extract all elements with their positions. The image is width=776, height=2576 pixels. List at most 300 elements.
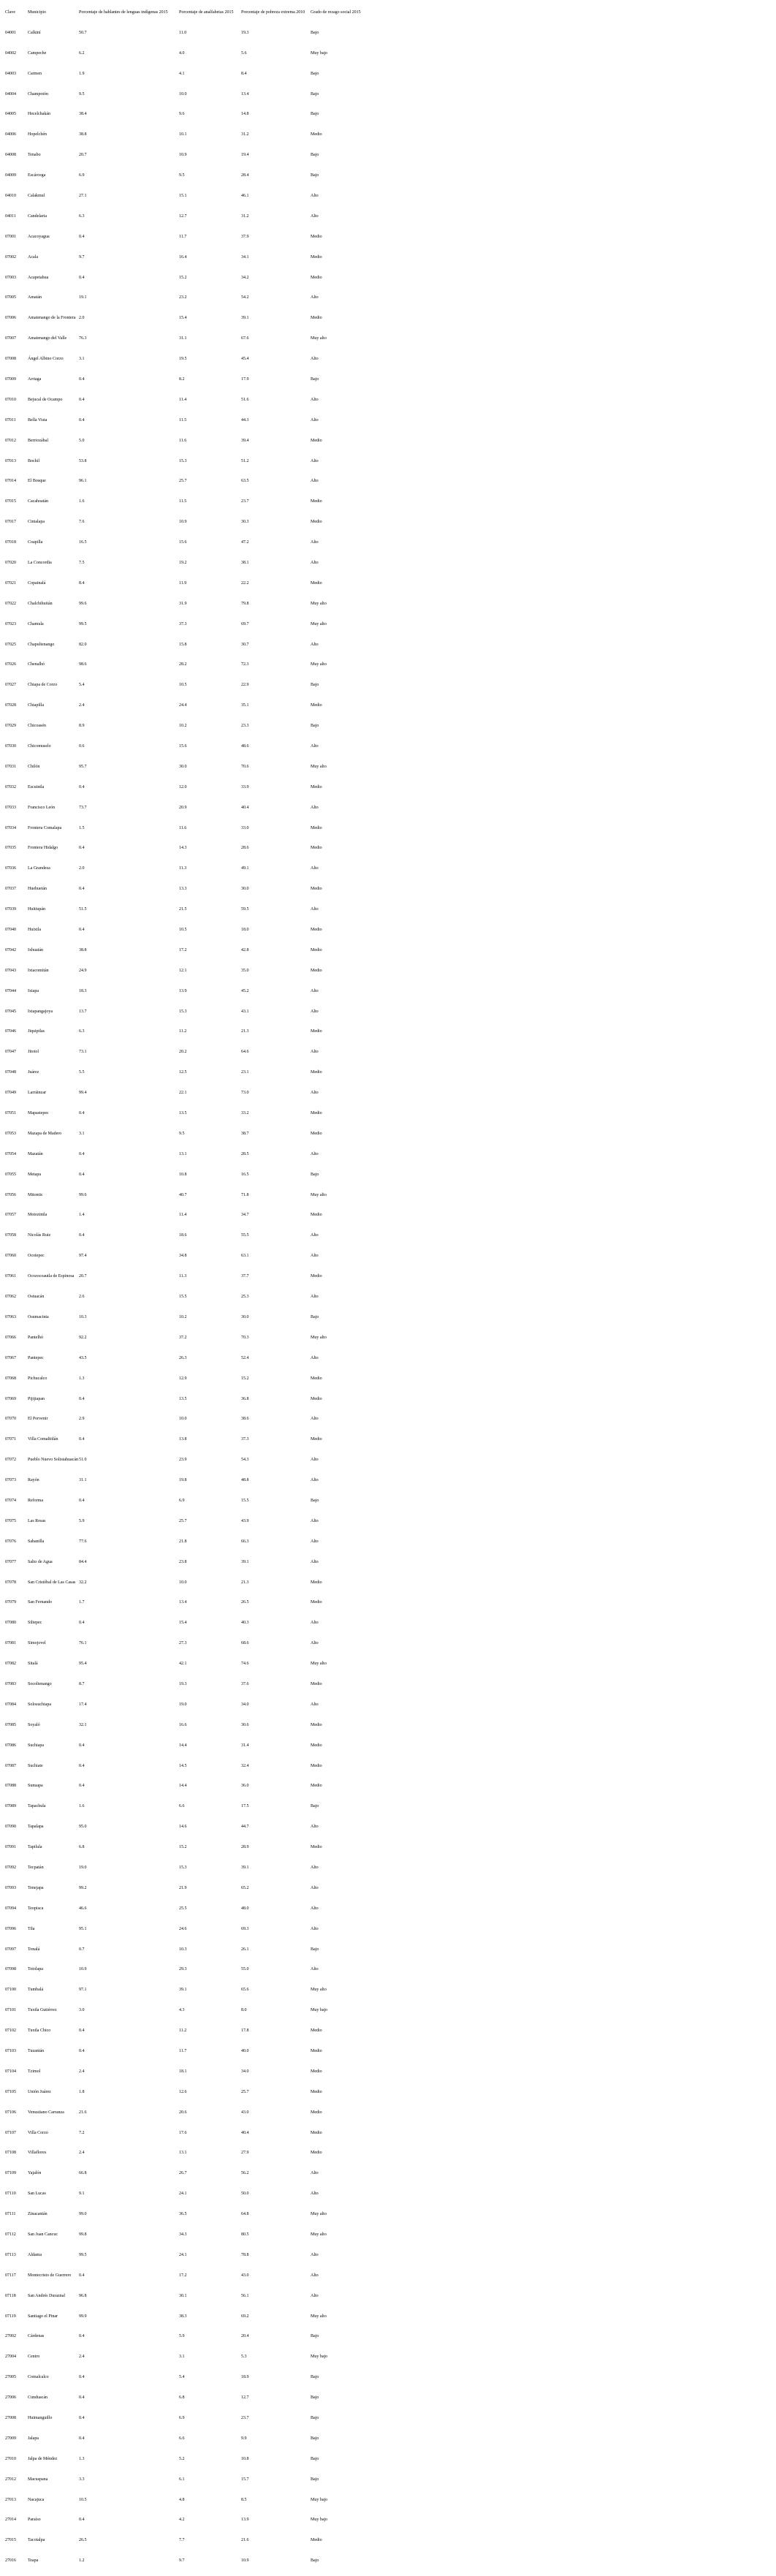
cell-grado-rezago-social-2015: Alto — [311, 1050, 319, 1055]
cell-municipio: Calakmul — [28, 193, 45, 198]
cell-hablantes-lengua-indigena-2015: 82.0 — [79, 642, 87, 647]
cell-clave: 07117 — [5, 2273, 16, 2278]
cell-grado-rezago-social-2015: Medio — [311, 1029, 322, 1034]
cell-analfabetas-2015: 10.9 — [179, 153, 187, 158]
table-row — [5, 736, 776, 757]
cell-clave: 07086 — [5, 1743, 16, 1748]
cell-hablantes-lengua-indigena-2015: 7.6 — [79, 520, 85, 525]
cell-analfabetas-2015: 14.5 — [179, 1763, 187, 1768]
cell-hablantes-lengua-indigena-2015: 51.0 — [79, 1458, 87, 1463]
cell-grado-rezago-social-2015: Alto — [311, 1009, 319, 1014]
cell-municipio: San Juan Cancuc — [28, 2232, 58, 2238]
cell-pobreza-extrema-2010: 38.7 — [241, 1131, 249, 1136]
table-row — [5, 1898, 776, 1919]
cell-hablantes-lengua-indigena-2015: 2.6 — [79, 1295, 85, 1300]
cell-municipio: Pueblo Nuevo Solistahuacán — [28, 1458, 78, 1463]
cell-grado-rezago-social-2015: Muy alto — [311, 1335, 327, 1340]
table-row — [5, 165, 776, 186]
cell-clave: 07049 — [5, 1091, 16, 1096]
cell-grado-rezago-social-2015: Medio — [311, 1213, 322, 1218]
cell-grado-rezago-social-2015: Medio — [311, 1722, 322, 1727]
cell-grado-rezago-social-2015: Alto — [311, 1621, 319, 1626]
cell-municipio: Ángel Albino Corzo — [28, 357, 64, 362]
cell-clave: 27006 — [5, 2395, 16, 2401]
cell-hablantes-lengua-indigena-2015: 97.4 — [79, 1254, 87, 1259]
cell-clave: 04003 — [5, 71, 16, 76]
cell-grado-rezago-social-2015: Medio — [311, 1784, 322, 1789]
cell-pobreza-extrema-2010: 18.9 — [241, 2375, 249, 2380]
cell-grado-rezago-social-2015: Medio — [311, 1376, 322, 1381]
cell-hablantes-lengua-indigena-2015: 0.4 — [79, 2395, 85, 2401]
cell-pobreza-extrema-2010: 34.7 — [241, 1213, 249, 1218]
table-row — [5, 655, 776, 675]
cell-analfabetas-2015: 13.1 — [179, 2151, 187, 2156]
cell-hablantes-lengua-indigena-2015: 99.5 — [79, 2252, 87, 2257]
cell-pobreza-extrema-2010: 23.1 — [241, 1070, 249, 1075]
cell-pobreza-extrema-2010: 17.8 — [241, 2028, 249, 2034]
cell-clave: 07108 — [5, 2151, 16, 2156]
cell-pobreza-extrema-2010: 39.4 — [241, 438, 249, 443]
cell-clave: 07037 — [5, 887, 16, 892]
cell-hablantes-lengua-indigena-2015: 3.1 — [79, 357, 85, 362]
cell-hablantes-lengua-indigena-2015: 76.3 — [79, 336, 87, 341]
cell-hablantes-lengua-indigena-2015: 99.9 — [79, 2314, 87, 2319]
cell-pobreza-extrema-2010: 70.3 — [241, 1335, 249, 1340]
cell-hablantes-lengua-indigena-2015: 5.9 — [79, 1518, 85, 1523]
cell-grado-rezago-social-2015: Alto — [311, 1926, 319, 1931]
cell-analfabetas-2015: 14.3 — [179, 846, 187, 851]
cell-hablantes-lengua-indigena-2015: 51.5 — [79, 907, 87, 912]
cell-clave: 27013 — [5, 2497, 16, 2502]
cell-clave: 07098 — [5, 1967, 16, 1972]
cell-hablantes-lengua-indigena-2015: 19.1 — [79, 295, 87, 300]
cell-analfabetas-2015: 15.6 — [179, 744, 187, 749]
cell-clave: 07104 — [5, 2069, 16, 2074]
cell-municipio: Yajalón — [28, 2171, 42, 2176]
cell-grado-rezago-social-2015: Muy alto — [311, 2232, 327, 2238]
cell-hablantes-lengua-indigena-2015: 2.4 — [79, 703, 85, 708]
cell-clave: 07032 — [5, 784, 16, 789]
cell-pobreza-extrema-2010: 45.2 — [241, 988, 249, 993]
cell-pobreza-extrema-2010: 40.3 — [241, 1621, 249, 1626]
cell-pobreza-extrema-2010: 39.1 — [241, 316, 249, 321]
cell-analfabetas-2015: 20.9 — [179, 805, 187, 810]
table-row — [5, 1164, 776, 1185]
cell-pobreza-extrema-2010: 33.9 — [241, 784, 249, 789]
cell-grado-rezago-social-2015: Alto — [311, 1559, 319, 1564]
table-row — [5, 1205, 776, 1226]
table-row — [5, 553, 776, 573]
cell-grado-rezago-social-2015: Bajo — [311, 724, 319, 729]
cell-municipio: Chicomuselo — [28, 744, 51, 749]
cell-pobreza-extrema-2010: 10.9 — [241, 2558, 249, 2564]
cell-municipio: Siltepec — [28, 1621, 42, 1626]
cell-grado-rezago-social-2015: Alto — [311, 866, 319, 871]
table-row — [5, 451, 776, 471]
cell-clave: 07031 — [5, 764, 16, 769]
cell-clave: 27014 — [5, 2518, 16, 2523]
table-row — [5, 369, 776, 390]
cell-grado-rezago-social-2015: Medio — [311, 499, 322, 504]
cell-pobreza-extrema-2010: 40.0 — [241, 2049, 249, 2053]
table-row — [5, 64, 776, 84]
cell-municipio: Acacoyagua — [28, 234, 50, 239]
cell-hablantes-lengua-indigena-2015: 66.8 — [79, 2171, 87, 2176]
cell-municipio: Sabanilla — [28, 1539, 45, 1544]
table-row — [5, 512, 776, 532]
table-row — [5, 23, 776, 43]
cell-pobreza-extrema-2010: 34.0 — [241, 2069, 249, 2074]
cell-analfabetas-2015: 27.3 — [179, 1641, 187, 1646]
table-row — [5, 1144, 776, 1164]
table-row — [5, 186, 776, 206]
cell-pobreza-extrema-2010: 43.1 — [241, 1009, 249, 1014]
cell-hablantes-lengua-indigena-2015: 20.7 — [79, 153, 87, 158]
cell-hablantes-lengua-indigena-2015: 96.1 — [79, 479, 87, 484]
cell-clave: 07111 — [5, 2212, 16, 2217]
cell-pobreza-extrema-2010: 31.2 — [241, 213, 249, 219]
cell-municipio: Acapetahua — [28, 275, 49, 280]
table-row — [5, 206, 776, 227]
cell-grado-rezago-social-2015: Bajo — [311, 2416, 319, 2421]
cell-pobreza-extrema-2010: 10.8 — [241, 2456, 249, 2461]
cell-analfabetas-2015: 20.6 — [179, 2110, 187, 2115]
cell-municipio: Pijijiapan — [28, 1396, 45, 1401]
cell-pobreza-extrema-2010: 49.1 — [241, 866, 249, 871]
cell-hablantes-lengua-indigena-2015: 18.3 — [79, 988, 87, 993]
table-row — [5, 1511, 776, 1531]
cell-analfabetas-2015: 25.7 — [179, 1518, 187, 1523]
cell-hablantes-lengua-indigena-2015: 95.0 — [79, 1825, 87, 1830]
cell-municipio: Hecelchakán — [28, 112, 50, 117]
cell-municipio: Comalcalco — [28, 2375, 49, 2380]
table-row — [5, 858, 776, 879]
cell-municipio: Tila — [28, 1926, 35, 1931]
cell-pobreza-extrema-2010: 66.3 — [241, 1539, 249, 1544]
cell-municipio: Coapilla — [28, 540, 43, 545]
cell-clave: 07092 — [5, 1865, 16, 1870]
cell-pobreza-extrema-2010: 5.3 — [241, 2355, 247, 2360]
cell-grado-rezago-social-2015: Medio — [311, 846, 322, 851]
cell-pobreza-extrema-2010: 20.4 — [241, 2334, 249, 2339]
cell-pobreza-extrema-2010: 34.0 — [241, 1702, 249, 1707]
cell-analfabetas-2015: 24.1 — [179, 2192, 187, 2197]
cell-grado-rezago-social-2015: Medio — [311, 1274, 322, 1279]
cell-municipio: Jiquipilas — [28, 1029, 45, 1034]
table-header-row — [5, 2, 776, 23]
table-row — [5, 2183, 776, 2204]
cell-clave: 07073 — [5, 1478, 16, 1483]
cell-municipio: San Fernando — [28, 1600, 53, 1605]
cell-clave: 07087 — [5, 1763, 16, 1768]
cell-pobreza-extrema-2010: 28.9 — [241, 1845, 249, 1850]
cell-clave: 07020 — [5, 560, 16, 565]
cell-analfabetas-2015: 18.6 — [179, 1233, 187, 1238]
table-row — [5, 879, 776, 899]
cell-clave: 07055 — [5, 1172, 16, 1177]
cell-pobreza-extrema-2010: 5.6 — [241, 50, 247, 56]
cell-hablantes-lengua-indigena-2015: 76.1 — [79, 1641, 87, 1646]
cell-pobreza-extrema-2010: 17.9 — [241, 376, 249, 382]
cell-municipio: Totolapa — [28, 1967, 43, 1972]
cell-municipio: Soyaló — [28, 1722, 40, 1727]
cell-grado-rezago-social-2015: Alto — [311, 193, 319, 198]
cell-hablantes-lengua-indigena-2015: 0.4 — [79, 1151, 85, 1156]
cell-municipio: Osumacinta — [28, 1314, 49, 1319]
cell-grado-rezago-social-2015: Medio — [311, 1111, 322, 1116]
cell-municipio: Tecpatán — [28, 1865, 44, 1870]
cell-clave: 04009 — [5, 173, 16, 178]
cell-pobreza-extrema-2010: 55.5 — [241, 1233, 249, 1238]
cell-grado-rezago-social-2015: Bajo — [311, 1947, 319, 1952]
cell-grado-rezago-social-2015: Medio — [311, 1763, 322, 1768]
cell-hablantes-lengua-indigena-2015: 19.0 — [79, 1865, 87, 1870]
cell-clave: 07103 — [5, 2049, 16, 2053]
cell-hablantes-lengua-indigena-2015: 1.4 — [79, 1213, 85, 1218]
cell-analfabetas-2015: 13.9 — [179, 988, 187, 993]
cell-analfabetas-2015: 11.0 — [179, 30, 187, 35]
cell-clave: 27015 — [5, 2538, 16, 2543]
table-row — [5, 1429, 776, 1450]
cell-analfabetas-2015: 22.1 — [179, 1091, 187, 1096]
cell-grado-rezago-social-2015: Bajo — [311, 2395, 319, 2401]
cell-grado-rezago-social-2015: Bajo — [311, 1804, 319, 1809]
cell-grado-rezago-social-2015: Bajo — [311, 683, 319, 688]
table-row — [5, 104, 776, 124]
header-cell-municipio: Municipio — [28, 10, 46, 15]
cell-pobreza-extrema-2010: 19.4 — [241, 153, 249, 158]
table-row — [5, 308, 776, 328]
cell-grado-rezago-social-2015: Muy bajo — [311, 2518, 328, 2523]
table-row — [5, 1368, 776, 1389]
cell-municipio: Carmen — [28, 71, 42, 76]
cell-analfabetas-2015: 15.4 — [179, 1621, 187, 1626]
cell-hablantes-lengua-indigena-2015: 5.5 — [79, 1070, 85, 1075]
cell-grado-rezago-social-2015: Alto — [311, 907, 319, 912]
cell-clave: 07057 — [5, 1213, 16, 1218]
cell-municipio: Chilón — [28, 764, 40, 769]
cell-municipio: Montecristo de Guerrero — [28, 2273, 72, 2278]
cell-grado-rezago-social-2015: Medio — [311, 947, 322, 952]
cell-clave: 07009 — [5, 376, 16, 382]
table-row — [5, 2530, 776, 2550]
cell-hablantes-lengua-indigena-2015: 10.3 — [79, 1314, 87, 1319]
cell-pobreza-extrema-2010: 30.0 — [241, 1314, 249, 1319]
cell-hablantes-lengua-indigena-2015: 6.8 — [79, 1845, 85, 1850]
cell-analfabetas-2015: 15.2 — [179, 1845, 187, 1850]
cell-municipio: Centro — [28, 2355, 40, 2360]
cell-hablantes-lengua-indigena-2015: 53.8 — [79, 458, 87, 463]
table-row — [5, 2224, 776, 2245]
cell-analfabetas-2015: 37.2 — [179, 1335, 187, 1340]
cell-pobreza-extrema-2010: 69.2 — [241, 2314, 249, 2319]
cell-pobreza-extrema-2010: 23.7 — [241, 2416, 249, 2421]
cell-municipio: Socoltenango — [28, 1681, 52, 1686]
cell-grado-rezago-social-2015: Bajo — [311, 2558, 319, 2564]
cell-hablantes-lengua-indigena-2015: 1.6 — [79, 1804, 85, 1809]
cell-clave: 07034 — [5, 825, 16, 830]
cell-hablantes-lengua-indigena-2015: 99.8 — [79, 2232, 87, 2238]
cell-analfabetas-2015: 9.5 — [179, 173, 185, 178]
cell-pobreza-extrema-2010: 38.6 — [241, 1417, 249, 1422]
cell-analfabetas-2015: 12.5 — [179, 1070, 187, 1075]
cell-municipio: Mazapa de Madero — [28, 1131, 62, 1136]
cell-clave: 07063 — [5, 1314, 16, 1319]
cell-pobreza-extrema-2010: 47.2 — [241, 540, 249, 545]
cell-hablantes-lengua-indigena-2015: 7.5 — [79, 560, 85, 565]
cell-municipio: Amatenango del Valle — [28, 336, 67, 341]
table-row — [5, 2469, 776, 2490]
cell-analfabetas-2015: 12.7 — [179, 213, 187, 219]
cell-analfabetas-2015: 21.5 — [179, 907, 187, 912]
table-row — [5, 695, 776, 716]
cell-analfabetas-2015: 11.2 — [179, 1029, 187, 1034]
cell-hablantes-lengua-indigena-2015: 0.4 — [79, 1621, 85, 1626]
cell-analfabetas-2015: 23.2 — [179, 295, 187, 300]
cell-municipio: Macuspana — [28, 2477, 48, 2482]
cell-analfabetas-2015: 10.3 — [179, 1947, 187, 1952]
cell-municipio: Metapa — [28, 1172, 41, 1177]
cell-pobreza-extrema-2010: 45.4 — [241, 357, 249, 362]
cell-hablantes-lengua-indigena-2015: 1.2 — [79, 2558, 85, 2564]
cell-municipio: Cunduacán — [28, 2395, 47, 2401]
cell-clave: 04004 — [5, 91, 16, 96]
cell-grado-rezago-social-2015: Medio — [311, 1743, 322, 1748]
cell-municipio: Salto de Agua — [28, 1559, 53, 1564]
table-row — [5, 1613, 776, 1633]
cell-grado-rezago-social-2015: Medio — [311, 234, 322, 239]
table-row — [5, 2020, 776, 2041]
cell-clave: 07012 — [5, 438, 16, 443]
cell-grado-rezago-social-2015: Alto — [311, 1458, 319, 1463]
cell-hablantes-lengua-indigena-2015: 6.3 — [79, 213, 85, 219]
cell-pobreza-extrema-2010: 50.0 — [241, 2192, 249, 2197]
table-row — [5, 2265, 776, 2286]
cell-pobreza-extrema-2010: 70.6 — [241, 764, 249, 769]
cell-grado-rezago-social-2015: Medio — [311, 275, 322, 280]
cell-grado-rezago-social-2015: Medio — [311, 2110, 322, 2115]
table-row — [5, 268, 776, 288]
cell-clave: 07093 — [5, 1885, 16, 1890]
cell-hablantes-lengua-indigena-2015: 0.4 — [79, 417, 85, 423]
cell-clave: 07091 — [5, 1845, 16, 1850]
cell-hablantes-lengua-indigena-2015: 95.7 — [79, 764, 87, 769]
cell-hablantes-lengua-indigena-2015: 73.1 — [79, 1050, 87, 1055]
cell-analfabetas-2015: 34.8 — [179, 1254, 187, 1259]
cell-hablantes-lengua-indigena-2015: 46.6 — [79, 1906, 87, 1911]
table-row — [5, 634, 776, 655]
cell-analfabetas-2015: 10.0 — [179, 1417, 187, 1422]
cell-hablantes-lengua-indigena-2015: 10.9 — [79, 1967, 87, 1972]
cell-municipio: Tenejapa — [28, 1885, 44, 1890]
cell-analfabetas-2015: 28.2 — [179, 662, 187, 667]
cell-hablantes-lengua-indigena-2015: 92.2 — [79, 1335, 87, 1340]
cell-pobreza-extrema-2010: 15.2 — [241, 1376, 249, 1381]
cell-grado-rezago-social-2015: Bajo — [311, 376, 319, 382]
cell-municipio: Paraíso — [28, 2518, 41, 2523]
cell-municipio: Tenabo — [28, 153, 41, 158]
cell-hablantes-lengua-indigena-2015: 38.4 — [79, 112, 87, 117]
cell-hablantes-lengua-indigena-2015: 3.1 — [79, 1131, 85, 1136]
cell-analfabetas-2015: 10.1 — [179, 132, 187, 137]
cell-pobreza-extrema-2010: 64.6 — [241, 1050, 249, 1055]
cell-clave: 07011 — [5, 417, 16, 423]
cell-municipio: Huixtla — [28, 928, 41, 933]
table-row — [5, 920, 776, 940]
cell-analfabetas-2015: 6.8 — [179, 2395, 185, 2401]
cell-hablantes-lengua-indigena-2015: 98.6 — [79, 662, 87, 667]
cell-clave: 07010 — [5, 397, 16, 402]
cell-clave: 07018 — [5, 540, 16, 545]
cell-hablantes-lengua-indigena-2015: 38.8 — [79, 132, 87, 137]
cell-clave: 07075 — [5, 1518, 16, 1523]
cell-analfabetas-2015: 12.9 — [179, 1376, 187, 1381]
cell-hablantes-lengua-indigena-2015: 6.9 — [79, 173, 85, 178]
cell-analfabetas-2015: 5.9 — [179, 2334, 185, 2339]
table-row — [5, 471, 776, 491]
table-row — [5, 2143, 776, 2164]
cell-clave: 07040 — [5, 928, 16, 933]
cell-clave: 27012 — [5, 2477, 16, 2482]
cell-clave: 07056 — [5, 1192, 16, 1197]
cell-clave: 04010 — [5, 193, 16, 198]
cell-municipio: Calkiní — [28, 30, 41, 35]
cell-hablantes-lengua-indigena-2015: 0.4 — [79, 2416, 85, 2421]
cell-grado-rezago-social-2015: Bajo — [311, 173, 319, 178]
cell-municipio: Huitiupán — [28, 907, 45, 912]
cell-clave: 07068 — [5, 1376, 16, 1381]
cell-analfabetas-2015: 9.7 — [179, 2558, 185, 2564]
cell-grado-rezago-social-2015: Bajo — [311, 112, 319, 117]
cell-clave: 07083 — [5, 1681, 16, 1686]
cell-hablantes-lengua-indigena-2015: 95.4 — [79, 1662, 87, 1667]
cell-pobreza-extrema-2010: 56.2 — [241, 2171, 249, 2176]
cell-analfabetas-2015: 10.5 — [179, 683, 187, 688]
cell-pobreza-extrema-2010: 25.3 — [241, 1295, 249, 1300]
cell-municipio: El Porvenir — [28, 1417, 48, 1422]
cell-analfabetas-2015: 8.2 — [179, 376, 185, 382]
cell-pobreza-extrema-2010: 9.9 — [241, 2436, 247, 2441]
cell-clave: 07118 — [5, 2293, 16, 2298]
cell-municipio: Simojovel — [28, 1641, 46, 1646]
table-row — [5, 1756, 776, 1776]
cell-pobreza-extrema-2010: 65.6 — [241, 1988, 249, 1993]
cell-hablantes-lengua-indigena-2015: 32.2 — [79, 1580, 87, 1585]
cell-hablantes-lengua-indigena-2015: 2.0 — [79, 316, 85, 321]
cell-clave: 07023 — [5, 621, 16, 626]
cell-analfabetas-2015: 13.4 — [179, 1600, 187, 1605]
cell-municipio: Unión Juárez — [28, 2089, 51, 2094]
cell-municipio: Rayón — [28, 1478, 39, 1483]
cell-hablantes-lengua-indigena-2015: 0.4 — [79, 846, 85, 851]
cell-municipio: Bella Vista — [28, 417, 47, 423]
cell-pobreza-extrema-2010: 72.3 — [241, 662, 249, 667]
table-row — [5, 1796, 776, 1817]
cell-grado-rezago-social-2015: Alto — [311, 1518, 319, 1523]
cell-analfabetas-2015: 19.2 — [179, 560, 187, 565]
cell-municipio: Cacahoatán — [28, 499, 48, 504]
cell-analfabetas-2015: 10.2 — [179, 1314, 187, 1319]
cell-municipio: Motozintla — [28, 1213, 47, 1218]
cell-hablantes-lengua-indigena-2015: 13.7 — [79, 1009, 87, 1014]
cell-clave: 07097 — [5, 1947, 16, 1952]
table-row — [5, 899, 776, 920]
cell-grado-rezago-social-2015: Bajo — [311, 2436, 319, 2441]
cell-clave: 07106 — [5, 2110, 16, 2115]
cell-analfabetas-2015: 15.3 — [179, 458, 187, 463]
cell-grado-rezago-social-2015: Alto — [311, 2273, 319, 2278]
cell-clave: 07001 — [5, 234, 16, 239]
